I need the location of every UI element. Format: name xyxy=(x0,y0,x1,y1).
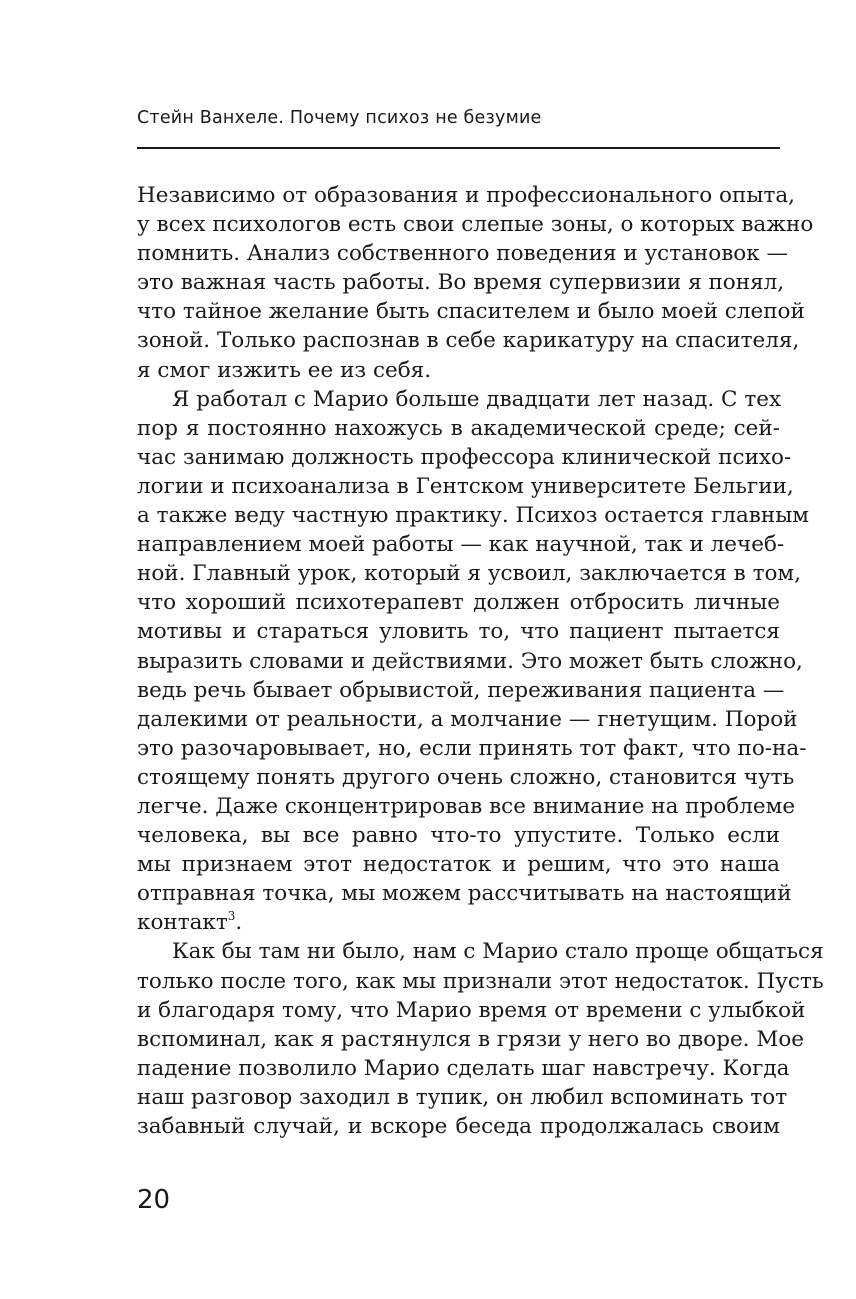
body-text xyxy=(137,181,824,1141)
text-line: ной. Главный урок, который я усвоил, заключается в том, xyxy=(137,561,801,587)
text-line: час занимаю должность профессора клинической психо- xyxy=(137,444,792,470)
text-line: и благодаря тому, что Марио время от времени с улыбкой xyxy=(137,997,806,1023)
text-line: ведь речь бывает обрывистой, переживания пациента — xyxy=(137,677,785,703)
text-line: человека, вы все равно что-то упустите. Только если xyxy=(137,823,780,849)
text-line: это разочаровывает, но, если принять тот факт, что по-на- xyxy=(137,735,807,761)
header-divider xyxy=(137,147,780,149)
text-line: далекими от реальности, а молчание — гнетущим. Порой xyxy=(137,706,798,732)
text-line: отправная точка, мы можем рассчитывать на настоящий xyxy=(137,881,792,907)
text-line: направлением моей работы — как научной, так и лечеб- xyxy=(137,532,785,558)
text-line: Я работал с Марио больше двадцати лет назад. С тех xyxy=(172,386,782,412)
text-line xyxy=(137,908,780,937)
text-line: что тайное желание быть спасителем и было моей слепой xyxy=(137,299,805,325)
sentence-end: . xyxy=(235,910,243,936)
paragraph xyxy=(137,385,810,938)
text-line: я смог изжить ее из себя. xyxy=(137,357,432,383)
text-line: наш разговор заходил в тупик, он любил вспоминать тот xyxy=(137,1084,788,1110)
text-line: Независимо от образования и профессионального опыта, xyxy=(137,183,795,208)
text-line: падение позволило Марио сделать шаг навстречу. Когда xyxy=(137,1055,790,1081)
text-line: пор я постоянно нахожусь в академической среде; сей- xyxy=(137,415,780,441)
text-line: забавный случай, и вскоре беседа продолжалась своим xyxy=(137,1114,780,1139)
running-header-title: Стейн Ванхеле. Почему психоз не безумие xyxy=(137,108,542,128)
text-line: что хороший психотерапевт должен отбросить личные xyxy=(137,590,780,616)
text-line: это важная часть работы. Во время супервизии я понял, xyxy=(137,270,785,296)
text-line: логии и психоанализа в Гентском университете Бельгии, xyxy=(137,473,794,499)
text-line: зоной. Только распознав в себе карикатуру на спасителя, xyxy=(137,328,800,354)
text-line: стоящему понять другого очень сложно, становится чуть xyxy=(137,764,795,790)
footnote-reference[interactable]: 3 xyxy=(227,909,236,924)
page-number: 20 xyxy=(137,1185,171,1215)
text-line: выразить словами и действиями. Это может быть сложно, xyxy=(137,648,803,674)
text-line: вспоминал, как я растянулся в грязи у него во дворе. Мое xyxy=(137,1026,805,1052)
paragraph xyxy=(137,937,824,1141)
text-line: мотивы и стараться уловить то, что пациент пытается xyxy=(137,619,780,645)
text-line: легче. Даже сконцентрировав все внимание на проблеме xyxy=(137,793,796,819)
text-line: Как бы там ни было, нам с Марио стало проще общаться xyxy=(172,939,824,965)
text-line: только после того, как мы признали этот недостаток. Пусть xyxy=(137,968,824,994)
paragraph xyxy=(137,181,814,385)
text-line: мы признаем этот недостаток и решим, что это наша xyxy=(137,852,780,878)
text-line-content: контакт xyxy=(137,910,228,936)
text-line: а также веду частную практику. Психоз остается главным xyxy=(137,503,810,529)
text-line: помнить. Анализ собственного поведения и установок — xyxy=(137,241,789,267)
text-line: у всех психологов есть свои слепые зоны, о которых важно xyxy=(137,212,814,238)
